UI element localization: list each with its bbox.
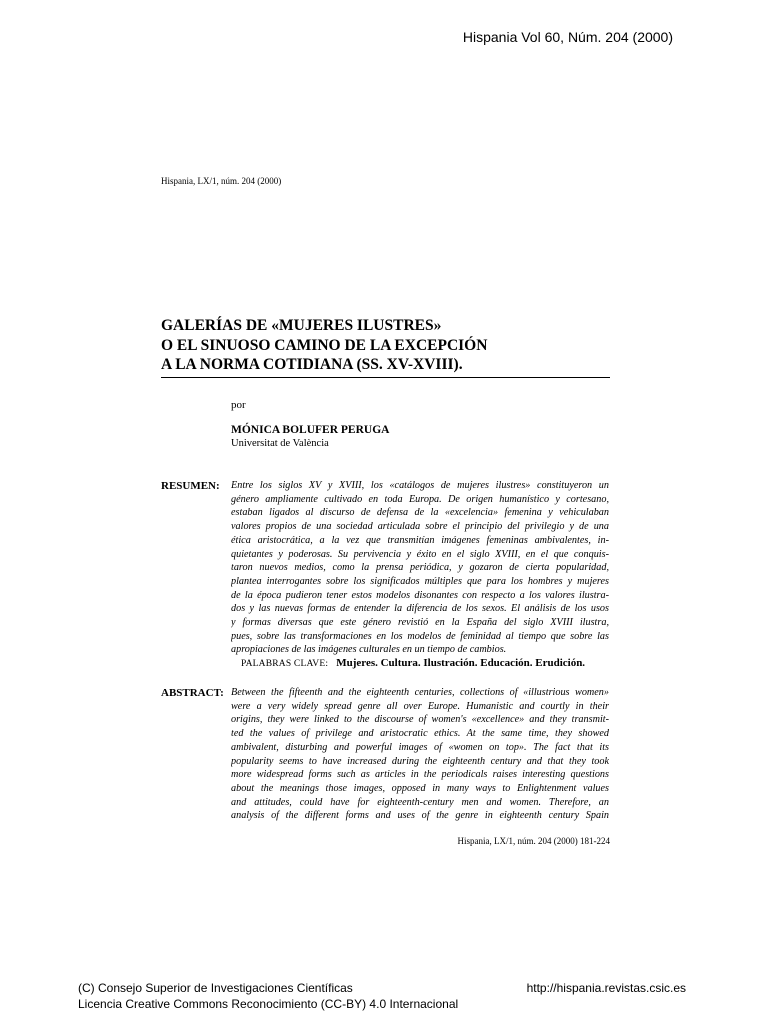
author-name: MÓNICA BOLUFER PERUGA xyxy=(231,424,390,436)
resumen-line: plantea interrogantes sobre los significados múltiples que para los hombres y mujeres xyxy=(231,575,609,587)
resumen-line: pues, sobre las transformaciones en los modelos de feminidad al tiempo que sobre las xyxy=(231,630,609,642)
page-citation: Hispania, LX/1, núm. 204 (2000) 181-224 xyxy=(457,836,610,846)
journal-volume-header: Hispania Vol 60, Núm. 204 (2000) xyxy=(462,29,673,45)
resumen-label: RESUMEN: xyxy=(161,480,220,492)
abstract-line: ted the values of privilege and aristocratic ethics. At the same time, they showed xyxy=(231,728,609,740)
keywords-list: Mujeres. Cultura. Ilustración. Educación. Erudición. xyxy=(336,657,586,669)
resumen-line: y formas diversas que este género revistió en la España del siglo XVIII ilustra, xyxy=(231,617,609,629)
keywords-row xyxy=(241,657,585,669)
resumen-line: ética aristocrática, a la vez que transmitían imágenes femeninas ambivalentes, in- xyxy=(231,534,609,546)
resumen-line: género ampliamente cultivado en toda Europa. De origen humanístico y cortesano, xyxy=(231,493,609,505)
resumen-line: quietantes y poderosas. Su pervivencia y éxito en el siglo XVIII, en el que conquis- xyxy=(231,548,609,560)
author-affiliation: Universitat de València xyxy=(231,438,329,449)
title-line-2: O EL SINUOSO CAMINO DE LA EXCEPCIÓN xyxy=(161,336,488,354)
resumen-line: estaban ligados al discurso de defensa de la «excelencia» femenina y vehiculaban xyxy=(231,507,609,519)
abstract-label: ABSTRACT: xyxy=(161,687,224,699)
resumen-paragraph xyxy=(231,479,609,657)
abstract-line: Between the fifteenth and the eighteenth centuries, collections of «illustrious women» xyxy=(231,687,609,698)
abstract-line: popularity seems to have increased during the eighteenth century and that they took xyxy=(231,755,609,767)
title-line-1: GALERÍAS DE «MUJERES ILUSTRES» xyxy=(161,317,442,334)
article-title xyxy=(161,316,611,375)
journal-url-link[interactable]: http://hispania.revistas.csic.es xyxy=(526,981,686,995)
abstract-paragraph xyxy=(231,686,609,823)
byline-por: por xyxy=(231,399,246,411)
abstract-line: about the meanings those images, opposed in many ways to Enlightenment values xyxy=(231,782,609,794)
keywords-label: PALABRAS CLAVE: xyxy=(241,659,329,669)
abstract-line: origins, they were linked to the discourse of women's «excellence» and they transmit- xyxy=(231,714,609,726)
resumen-line: valores propios de una sociedad articulada sobre el principio del privilegio y de una xyxy=(231,521,609,533)
title-divider xyxy=(161,377,610,378)
copyright-footer xyxy=(78,981,458,1012)
abstract-line: were a very widely spread genre all over Europe. Humanistic and courtly in their xyxy=(231,700,609,712)
abstract-line: and attitudes, could have for eighteenth-century men and women. Therefore, an xyxy=(231,796,609,808)
license-line: Licencia Creative Commons Reconocimiento (CC-BY) 4.0 Internacional xyxy=(78,996,459,1011)
abstract-line: analysis of the different forms and uses of the genre in eighteenth century Spain xyxy=(231,810,609,822)
abstract-line: more widespread forms such as articles in the periodicals raises interesting questions xyxy=(231,769,609,781)
journal-reference: Hispania, LX/1, núm. 204 (2000) xyxy=(161,176,282,186)
abstract-line: ambivalent, disturbing and powerful images of «women on top». The fact that its xyxy=(231,741,609,753)
resumen-line: taron nuevos medios, como la prensa periódica, y gozaron de cierta popularidad, xyxy=(231,562,609,574)
resumen-line: dos y las nuevas formas de entender la diferencia de los sexos. El análisis de los usos xyxy=(231,603,609,615)
resumen-line: apropiaciones de las imágenes culturales en un tiempo de cambios. xyxy=(231,644,507,656)
resumen-line: de la época pudieron tener estos modelos disonantes con respecto a los valores ilustra- xyxy=(231,589,609,601)
copyright-line: (C) Consejo Superior de Investigaciones Científicas xyxy=(78,981,353,995)
resumen-line: Entre los siglos XV y XVIII, los «catálogos de mujeres ilustres» constituyeron un xyxy=(231,480,609,491)
title-line-3: A LA NORMA COTIDIANA (SS. XV-XVIII). xyxy=(161,356,463,373)
